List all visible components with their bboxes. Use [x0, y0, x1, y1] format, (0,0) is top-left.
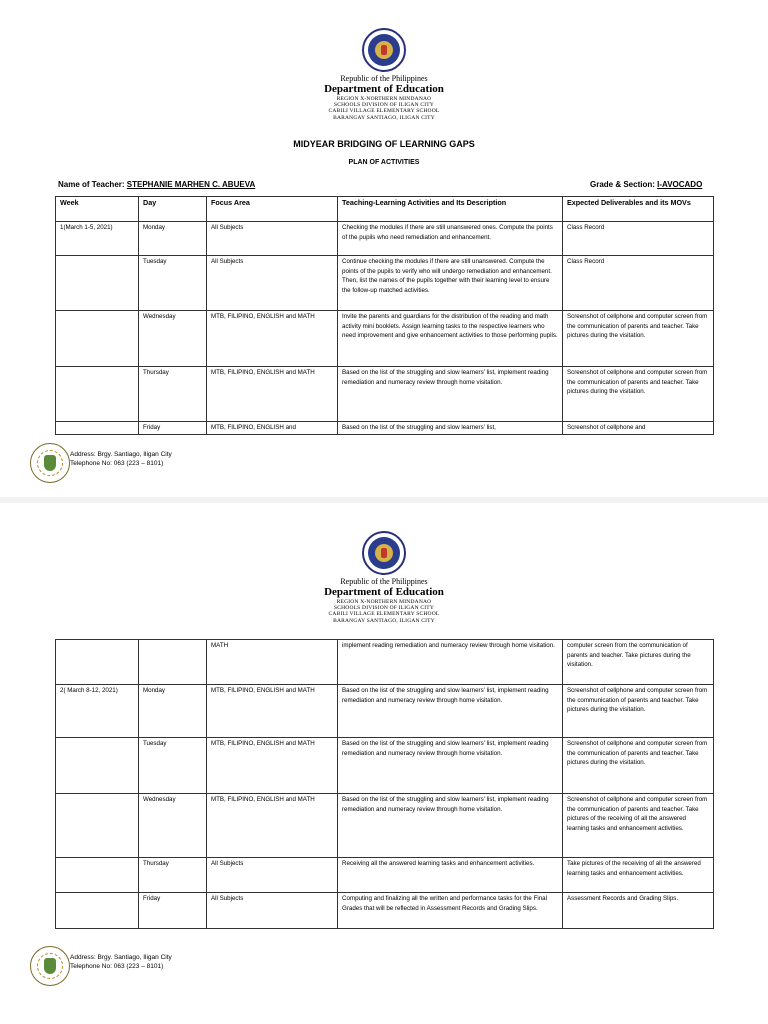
footer-address-block [70, 450, 172, 468]
cell-day: Friday [139, 422, 207, 435]
document-subtitle: PLAN OF ACTIVITIES [348, 159, 420, 166]
letterhead [0, 577, 768, 624]
grade-line [590, 180, 702, 189]
table-row [56, 367, 714, 422]
deped-seal-icon [362, 28, 406, 72]
header-deliverables: Expected Deliverables and its MOVs [563, 197, 714, 222]
cell-focus: MTB, FILIPINO, ENGLISH and MATH [207, 794, 338, 858]
document-title: MIDYEAR BRIDGING OF LEARNING GAPS [293, 139, 475, 149]
cell-week: 2( March 8-12, 2021) [56, 685, 139, 738]
teacher-label: Name of Teacher: [58, 180, 127, 189]
table-row [56, 794, 714, 858]
footer-address: Address: Brgy. Santiago, Iligan City [70, 451, 172, 458]
cell-day [139, 640, 207, 685]
cell-focus: MTB, FILIPINO, ENGLISH and MATH [207, 367, 338, 422]
cell-day: Thursday [139, 367, 207, 422]
republic-text: Republic of the Philippines [340, 74, 428, 83]
table-row [56, 858, 714, 893]
cell-activity: Based on the list of the struggling and slow learners' list, [338, 422, 563, 435]
deped-seal-icon [362, 531, 406, 575]
header-day: Day [139, 197, 207, 222]
cell-week [56, 858, 139, 893]
cell-activity: Based on the list of the struggling and slow learners' list, implement reading remediation and numeracy review through home visitation. [338, 685, 563, 738]
footer-telephone: Telephone No: 063 (223 – 8101) [70, 963, 164, 970]
header-activities: Teaching-Learning Activities and Its Description [338, 197, 563, 222]
page-footer [30, 946, 330, 996]
table-row [56, 222, 714, 256]
cell-deliverable: Class Record [563, 222, 714, 256]
cell-week [56, 311, 139, 367]
cell-week [56, 794, 139, 858]
school-text: CABILI VILLAGE ELEMENTARY SCHOOL [328, 611, 440, 618]
cell-week [56, 256, 139, 311]
teacher-line [58, 180, 255, 189]
cell-day: Monday [139, 222, 207, 256]
footer-telephone: Telephone No: 063 (223 – 8101) [70, 460, 164, 467]
republic-text: Republic of the Philippines [340, 577, 428, 586]
cell-deliverable: Screenshot of cellphone and computer screen from the communication of parents and teacher. Take pictures during the visitation. [563, 367, 714, 422]
cell-focus: All Subjects [207, 222, 338, 256]
cell-deliverable: Take pictures of the receiving of all the answered learning tasks and enhancement activities. [563, 858, 714, 893]
cell-deliverable: Screenshot of cellphone and [563, 422, 714, 435]
cell-activity: Checking the modules if there are still unanswered ones. Compute the points of the pupils who need remediation and enhancement. [338, 222, 563, 256]
cell-week [56, 422, 139, 435]
cell-focus: MTB, FILIPINO, ENGLISH and [207, 422, 338, 435]
cell-focus: All Subjects [207, 256, 338, 311]
cell-deliverable: Assessment Records and Grading Slips. [563, 893, 714, 929]
cell-deliverable: Screenshot of cellphone and computer screen from the communication of parents and teacher. Take pictures during the visitation. [563, 738, 714, 794]
department-text: Department of Education [324, 83, 444, 96]
table-row [56, 738, 714, 794]
department-text: Department of Education [324, 586, 444, 599]
table-row [56, 640, 714, 685]
table-row [56, 256, 714, 311]
cell-day: Friday [139, 893, 207, 929]
cell-day: Tuesday [139, 738, 207, 794]
school-address-text: BARANGAY SANTIAGO, ILIGAN CITY [333, 114, 435, 121]
cell-week [56, 367, 139, 422]
cell-focus: MATH [207, 640, 338, 685]
cell-activity: Based on the list of the struggling and slow learners' list, implement reading remediation and numeracy review through home visitation. [338, 367, 563, 422]
cell-focus: MTB, FILIPINO, ENGLISH and MATH [207, 738, 338, 794]
division-text: SCHOOLS DIVISION OF ILIGAN CITY [333, 102, 434, 109]
division-text: SCHOOLS DIVISION OF ILIGAN CITY [333, 605, 434, 612]
cell-deliverable: computer screen from the communication of parents and teacher. Take pictures during the visitation. [563, 640, 714, 685]
table-row [56, 311, 714, 367]
table-row [56, 893, 714, 929]
school-text: CABILI VILLAGE ELEMENTARY SCHOOL [328, 108, 440, 115]
table-row [56, 685, 714, 738]
cell-activity: implement reading remediation and numeracy review through home visitation. [338, 640, 563, 685]
header-focus-area: Focus Area [207, 197, 338, 222]
grade-value: I-AVOCADO [657, 180, 703, 189]
region-text: REGION X-NORTHERN MINDANAO [336, 95, 432, 102]
letterhead [0, 74, 768, 121]
cell-activity: Based on the list of the struggling and slow learners' list, implement reading remediation and numeracy review through home visitation. [338, 738, 563, 794]
cell-activity: Continue checking the modules if there are still unanswered. Compute the points of the pupils to verify who will undergo remediation and enhancement. Then, list the names of the pupils together with their learning level to ensure the follow-up matched activities. [338, 256, 563, 311]
school-seal-icon [30, 443, 70, 483]
cell-day: Wednesday [139, 794, 207, 858]
cell-week [56, 893, 139, 929]
activities-table-page-2 [55, 639, 714, 929]
cell-focus: MTB, FILIPINO, ENGLISH and MATH [207, 311, 338, 367]
footer-address-block [70, 953, 172, 971]
cell-deliverable: Screenshot of cellphone and computer screen from the communication of parents and teacher. Take pictures during the visitation. [563, 685, 714, 738]
cell-activity: Receiving all the answered learning tasks and enhancement activities. [338, 858, 563, 893]
cell-activity: Invite the parents and guardians for the distribution of the reading and math activity mini booklets. Assign learning tasks to the respective learners who need improvement and give enhancement activities to those performing pupils. [338, 311, 563, 367]
table-row [56, 422, 714, 435]
cell-activity: Based on the list of the struggling and slow learners' list, implement reading remediation and numeracy review through home visitation. [338, 794, 563, 858]
school-address-text: BARANGAY SANTIAGO, ILIGAN CITY [333, 617, 435, 624]
cell-deliverable: Class Record [563, 256, 714, 311]
document-page-2 [0, 503, 768, 1024]
document-page-1 [0, 0, 768, 497]
region-text: REGION X-NORTHERN MINDANAO [336, 598, 432, 605]
cell-focus: MTB, FILIPINO, ENGLISH and MATH [207, 685, 338, 738]
cell-week [56, 738, 139, 794]
page-footer [30, 443, 330, 493]
cell-week [56, 640, 139, 685]
header-week: Week [56, 197, 139, 222]
teacher-name: STEPHANIE MARHEN C. ABUEVA [126, 180, 256, 189]
table-header-row [56, 197, 714, 222]
school-seal-icon [30, 946, 70, 986]
footer-address: Address: Brgy. Santiago, Iligan City [70, 954, 172, 961]
cell-deliverable: Screenshot of cellphone and computer screen from the communication of parents and teacher. Take pictures during the visitation. [563, 311, 714, 367]
cell-day: Wednesday [139, 311, 207, 367]
cell-focus: All Subjects [207, 893, 338, 929]
cell-day: Tuesday [139, 256, 207, 311]
cell-deliverable: Screenshot of cellphone and computer screen from the communication of parents and teacher. Take pictures of the receiving of all the answered learning tasks and enhancement activities. [563, 794, 714, 858]
activities-table-page-1 [55, 196, 714, 435]
grade-label: Grade & Section: [590, 180, 658, 189]
cell-day: Thursday [139, 858, 207, 893]
cell-activity: Computing and finalizing all the written and performance tasks for the Final Grades that will be reflected in Assessment Records and Grading Slips. [338, 893, 563, 929]
cell-focus: All Subjects [207, 858, 338, 893]
cell-day: Monday [139, 685, 207, 738]
cell-week: 1(March 1-5, 2021) [56, 222, 139, 256]
